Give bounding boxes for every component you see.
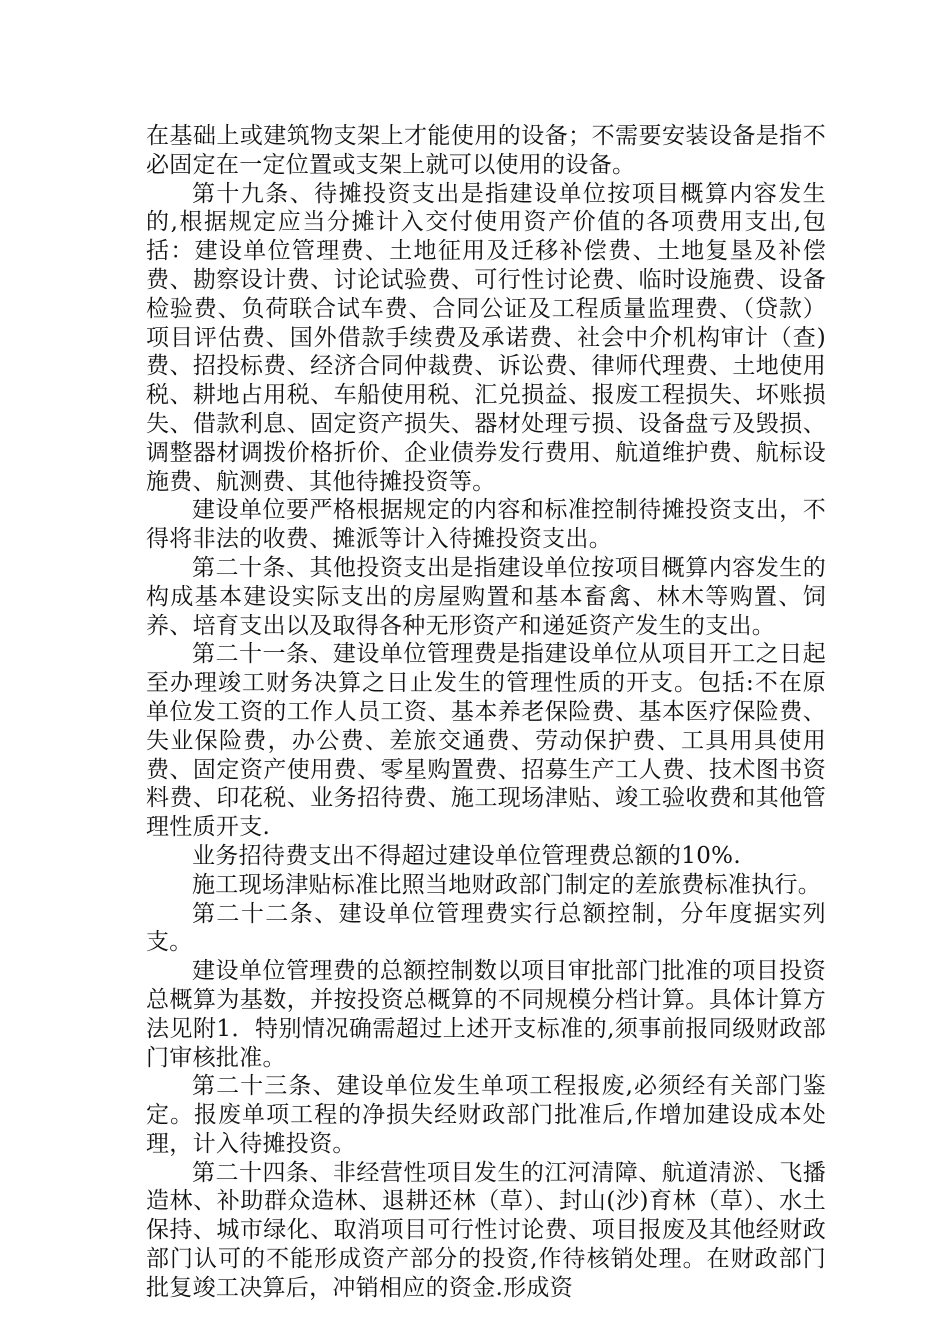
paragraph-article-24: 第二十四条、非经营性项目发生的江河清障、航道清淤、飞播造林、补助群众造林、退耕还林（草）、封山(沙)育林（草）、水土保持、城市绿化、取消项目可行性讨论费、项目报废及其他经财政部门认可的不能形成资产部分的投资,作待核销处理。在财政部门批复竣工决算后，冲销相应的资金.形成资 [146, 1159, 826, 1301]
paragraph-article-21: 第二十一条、建设单位管理费是指建设单位从项目开工之日起至办理竣工财务决算之日止发生的管理性质的开支。包括:不在原单位发工资的工作人员工资、基本养老保险费、基本医疗保险费、失业保险费，办公费、差旅交通费、劳动保护费、工具用具使用费、固定资产使用费、零星购置费、招募生产工人费、技术图书资料费、印花税、业务招待费、施工现场津贴、竣工验收费和其他管理性质开支. [146, 641, 826, 841]
document-body [146, 122, 826, 1303]
paragraph-article-22: 第二十二条、建设单位管理费实行总额控制，分年度据实列支。 [146, 900, 826, 956]
paragraph-article-20: 第二十条、其他投资支出是指建设单位按项目概算内容发生的构成基本建设实际支出的房屋购置和基本畜禽、林木等购置、饲养、培育支出以及取得各种无形资产和递延资产发生的支出。 [146, 554, 826, 639]
paragraph-article-23: 第二十三条、建设单位发生单项工程报废,必须经有关部门鉴定。报废单项工程的净损失经财政部门批准后,作增加建设成本处理，计入待摊投资。 [146, 1073, 826, 1157]
paragraph-management-fee-total: 建设单位管理费的总额控制数以项目审批部门批准的项目投资总概算为基数，并按投资总概算的不同规模分档计算。具体计算方法见附1．特别情况确需超过上述开支标准的,须事前报同级财政部门审核批准。 [146, 958, 826, 1071]
paragraph-article-19: 第十九条、待摊投资支出是指建设单位按项目概算内容发生的,根据规定应当分摊计入交付使用资产价值的各项费用支出,包括：建设单位管理费、土地征用及迁移补偿费、土地复垦及补偿费、勘察设计费、讨论试验费、可行性讨论费、临时设施费、设备检验费、负荷联合试车费、合同公证及工程质量监理费、（贷款）项目评估费、国外借款手续费及承诺费、社会中介机构审计（查)费、招投标费、经济合同仲裁费、诉讼费、律师代理费、土地使用税、耕地占用税、车船使用税、汇兑损益、报废工程损失、坏账损失、借款利息、固定资产损失、器材处理亏损、设备盘亏及毁损、调整器材调拨价格折价、企业债券发行费用、航道维护费、航标设施费、航测费、其他待摊投资等。 [146, 180, 826, 495]
paragraph-pending-expense-control: 建设单位要严格根据规定的内容和标准控制待摊投资支出，不得将非法的收费、摊派等计入待摊投资支出。 [146, 497, 826, 553]
paragraph-equipment-definition: 在基础上或建筑物支架上才能使用的设备；不需要安装设备是指不必固定在一定位置或支架上就可以使用的设备。 [146, 123, 826, 178]
paragraph-entertainment-limit: 业务招待费支出不得超过建设单位管理费总额的10%. [192, 842, 741, 869]
paragraph-site-allowance: 施工现场津贴标准比照当地财政部门制定的差旅费标准执行。 [192, 871, 822, 898]
